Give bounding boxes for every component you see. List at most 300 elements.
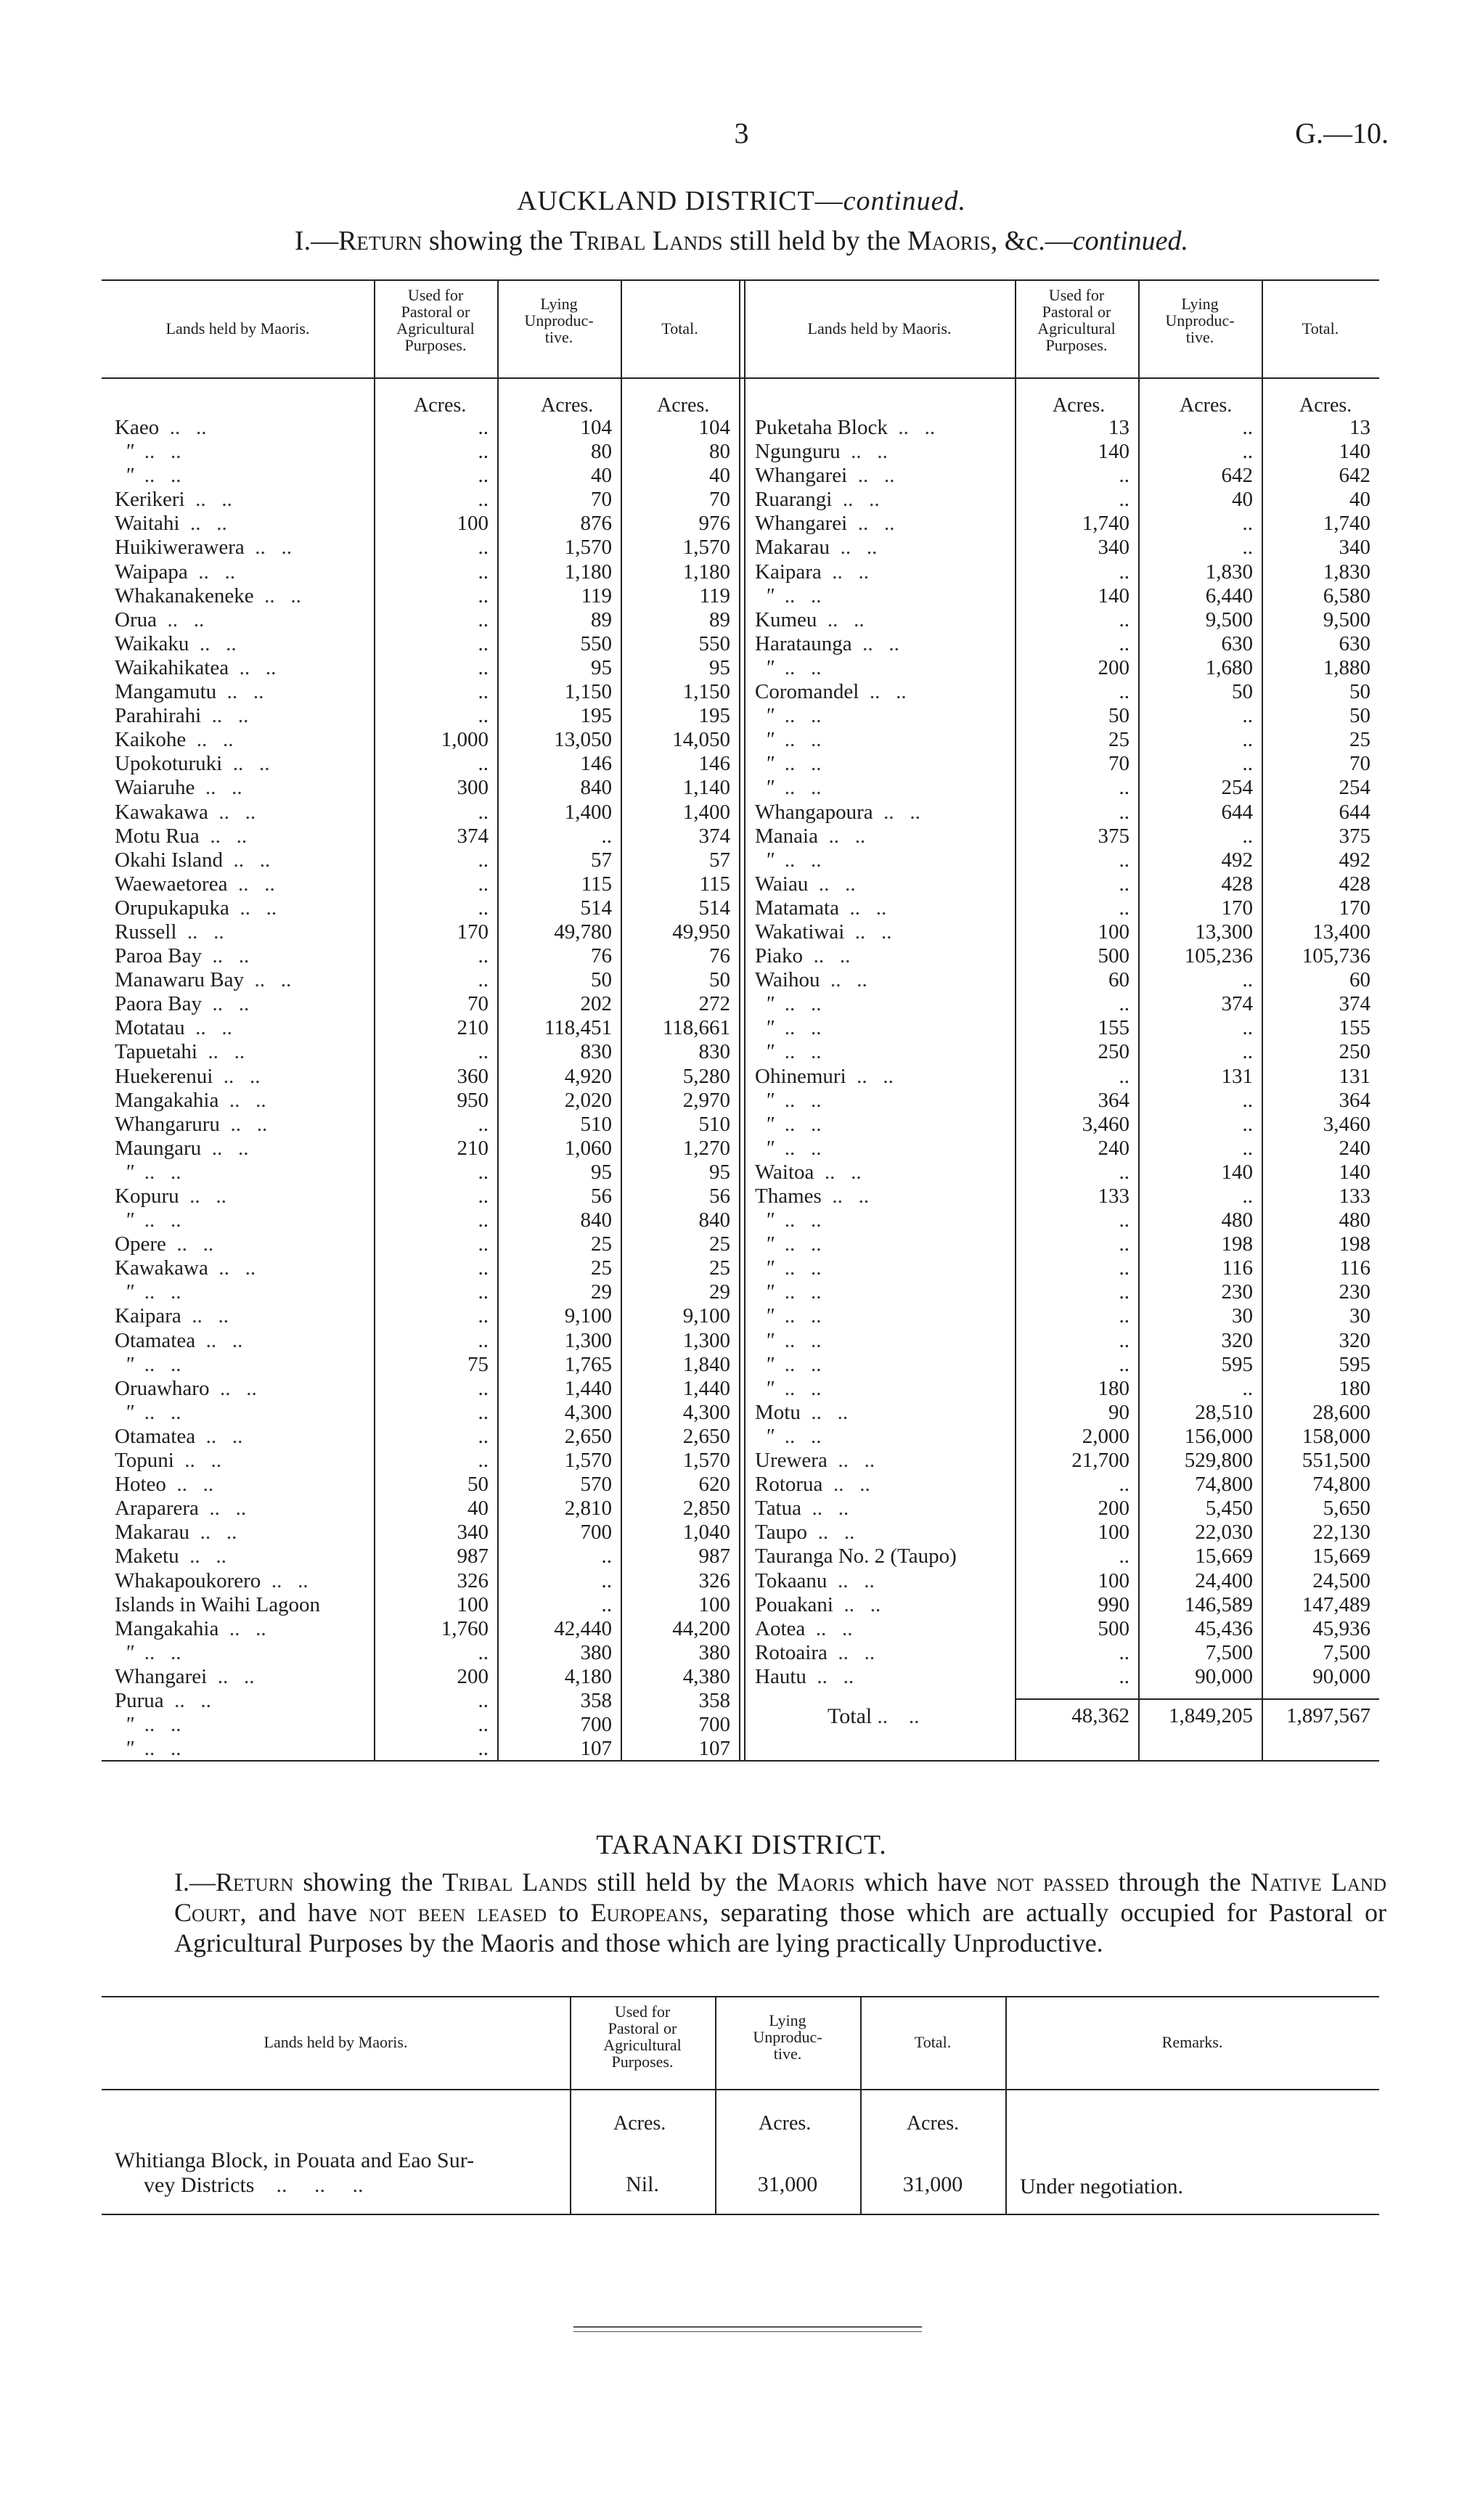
land-name-cell [755, 416, 1015, 440]
total-total: 1,897,567 [1286, 1704, 1370, 1727]
header-used-line: Purposes. [1045, 336, 1108, 354]
land-name-cell [755, 1304, 1015, 1328]
land-name-cell [115, 872, 374, 896]
land-name: " [765, 1256, 775, 1280]
acreage-cell: 340 [457, 1521, 489, 1545]
acreage-cell: .. [1119, 1280, 1129, 1304]
acreage-cell: 90,000 [1195, 1664, 1253, 1688]
leader-dots: .. .. [774, 1016, 822, 1040]
acreage-cell: 104 [580, 416, 612, 439]
land-name: Whakanakeneke [115, 584, 254, 608]
acreage-cell: 3,460 [1082, 1112, 1129, 1136]
acreage-cell: 642 [1221, 464, 1253, 488]
acreage-cell: 28,600 [1312, 1400, 1370, 1424]
auckland-return-subtitle [0, 225, 1483, 257]
acreage-cell: 326 [457, 1568, 489, 1592]
land-name-cell [115, 632, 374, 656]
acreage-cell: 700 [580, 1713, 612, 1737]
land-name-cell [115, 1713, 374, 1737]
land-name: Araparera [115, 1497, 199, 1521]
land-name: Mangamutu [115, 680, 217, 704]
acreage-cell: 1,150 [682, 680, 730, 704]
land-name-cell [115, 464, 374, 488]
para-europeans: Europeans [590, 1898, 703, 1927]
land-name-cell [755, 680, 1015, 704]
acreage-cell: 44,200 [672, 1616, 730, 1640]
acreage-cell: .. [1242, 824, 1253, 848]
leader-dots: .. .. [261, 1568, 309, 1592]
acreage-cell: 500 [1098, 944, 1129, 968]
leader-dots: .. .. [243, 968, 292, 992]
units-total-left: Acres. [657, 394, 710, 417]
land-name-cell [755, 1641, 1015, 1665]
land-name-cell [115, 1617, 374, 1641]
acreage-cell: 76 [591, 944, 612, 968]
para-part: , separating those which are actually occupied for Pastoral or Agricultural Purposes by the Maoris and those which are lying practically Unproductive. [174, 1898, 1386, 1958]
para-return: Return [216, 1868, 294, 1897]
land-name: Matamata [755, 896, 839, 920]
acreage-cell: 840 [580, 1208, 612, 1232]
acreage-cell: 700 [698, 1713, 730, 1737]
leader-dots: .. .. [822, 1473, 870, 1497]
land-name-cell [115, 728, 374, 752]
land-name: " [765, 1112, 775, 1136]
taranaki-lands-table [102, 1996, 1379, 2198]
acreage-cell: 380 [698, 1640, 730, 1664]
land-name: Paroa Bay [115, 944, 202, 968]
acreage-cell: 155 [1339, 1016, 1370, 1040]
leader-dots: .. .. [159, 416, 207, 439]
leader-dots: .. .. [827, 1640, 875, 1664]
acreage-cell: 358 [698, 1688, 730, 1712]
acreage-cell: 13,400 [1312, 920, 1370, 944]
land-name: Mangakahia [115, 1088, 219, 1112]
land-name-cell [755, 968, 1015, 992]
acreage-cell: .. [478, 704, 489, 728]
acreage-cell: 250 [1339, 1040, 1370, 1064]
acreage-cell: 40 [467, 1497, 489, 1521]
acreage-cell: .. [1119, 848, 1129, 872]
acreage-cell: 4,300 [564, 1400, 612, 1424]
land-name-cell [755, 752, 1015, 776]
page-number: 3 [734, 117, 749, 150]
acreage-cell: 320 [1339, 1328, 1370, 1352]
land-name-cell [755, 1569, 1015, 1593]
land-name-text: vey Districts [144, 2173, 255, 2197]
subtitle-tribal-lands: Tribal Lands [570, 226, 723, 256]
para-part: to [547, 1898, 591, 1927]
land-name-cell [115, 1089, 374, 1113]
acreage-cell: .. [1242, 1136, 1253, 1160]
acreage-cell: .. [1119, 631, 1129, 655]
acreage-cell: .. [478, 1256, 489, 1280]
land-name: Waiaruhe [115, 776, 195, 800]
leader-dots: .. .. [821, 1185, 870, 1208]
acreage-cell: 644 [1339, 800, 1370, 824]
land-name: Rotorua [755, 1473, 823, 1497]
land-name-cell [755, 801, 1015, 825]
acreage-cell: 25 [709, 1256, 730, 1280]
leader-dots: .. .. [774, 776, 822, 800]
acreage-cell: 13,050 [554, 728, 612, 752]
auckland-lands-table [102, 279, 1379, 1760]
land-name-line [115, 2173, 474, 2198]
land-name: Topuni [115, 1449, 174, 1473]
leader-dots: .. .. [209, 1376, 257, 1400]
land-name: " [765, 1376, 775, 1400]
land-name: " [765, 1088, 775, 1112]
land-name: Kawakawa [115, 800, 208, 824]
acreage-cell: 50 [1108, 704, 1129, 728]
acreage-cell: .. [1242, 704, 1253, 728]
land-name-cell [755, 896, 1015, 920]
acreage-cell: .. [1119, 1473, 1129, 1497]
acreage-cell: 1,300 [564, 1328, 612, 1352]
leader-dots: .. .. [179, 1545, 226, 1568]
leader-dots: .. .. [197, 1040, 245, 1064]
header-lying-line: tive. [1185, 328, 1214, 346]
acreage-cell: 630 [1221, 631, 1253, 655]
subtitle-continued: continued. [1072, 226, 1189, 256]
acreage-cell: 1,880 [1323, 655, 1370, 679]
acreage-cell: 1,400 [682, 800, 730, 824]
land-name: Kaikohe [115, 728, 187, 752]
leader-dots: .. .. [207, 1664, 255, 1688]
acreage-cell: 2,810 [564, 1497, 612, 1521]
acreage-cell: 990 [1098, 1592, 1129, 1616]
leader-dots: .. .. [774, 1328, 822, 1352]
acreage-cell: .. [478, 1328, 489, 1352]
acreage-cell: 200 [1098, 1497, 1129, 1521]
acreage-cell: 13,300 [1195, 920, 1253, 944]
left-used-values [374, 416, 497, 1761]
acreage-cell: 95 [591, 655, 612, 679]
leader-dots: .. .. [774, 1208, 822, 1232]
table-bottom-rule [102, 2214, 1379, 2215]
leader-dots: .. .. [840, 440, 888, 464]
acreage-cell: .. [601, 824, 612, 848]
acreage-cell: 107 [580, 1737, 612, 1761]
acreage-cell: .. [478, 680, 489, 704]
acreage-cell: 230 [1339, 1280, 1370, 1304]
header-used-line: Used for [407, 286, 464, 304]
land-name-cell [115, 801, 374, 825]
land-name: Tokaanu [755, 1568, 828, 1592]
land-name: Waihou [755, 968, 820, 992]
acreage-cell: 340 [1098, 536, 1129, 560]
acreage-cell: 428 [1221, 872, 1253, 896]
leader-dots: .. .. [803, 944, 851, 968]
subtitle-showing: showing the [422, 226, 571, 256]
acreage-cell: .. [1242, 1376, 1253, 1400]
land-name: Makarau [755, 536, 830, 560]
leader-dots: .. .. [202, 992, 250, 1016]
acreage-cell: .. [478, 896, 489, 920]
acreage-cell: 49,950 [672, 920, 730, 944]
table-header-rule [102, 2089, 1379, 2090]
land-name-cell [115, 1161, 374, 1185]
acreage-cell: 116 [1339, 1256, 1370, 1280]
land-name-cell [115, 1449, 374, 1473]
land-name: Makarau [115, 1521, 190, 1545]
acreage-cell: 3,460 [1323, 1112, 1370, 1136]
acreage-cell: 158,000 [1302, 1424, 1370, 1448]
land-name-cell [755, 464, 1015, 488]
right-land-names [755, 416, 1015, 1689]
land-name-cell [755, 1617, 1015, 1641]
acreage-cell: 200 [1098, 655, 1129, 679]
land-name-cell [755, 656, 1015, 680]
land-name: Whangapoura [755, 800, 873, 824]
acreage-cell: 2,650 [564, 1424, 612, 1448]
acreage-cell: 180 [1098, 1376, 1129, 1400]
leader-dots: .. .. [244, 536, 292, 560]
acreage-cell: 146 [580, 752, 612, 776]
leader-dots: .. .. [195, 776, 242, 800]
acreage-cell: 170 [1221, 896, 1253, 920]
leader-dots: .. .. .. [254, 2173, 364, 2197]
land-name-cell [755, 1329, 1015, 1353]
acreage-cell: .. [478, 655, 489, 679]
land-name-cell [115, 1185, 374, 1208]
acreage-cell: 105,736 [1302, 944, 1370, 968]
acreage-cell: 100 [1098, 1521, 1129, 1545]
acreage-cell: .. [1119, 1208, 1129, 1232]
acreage-cell: 195 [698, 704, 730, 728]
acreage-cell: 89 [709, 608, 730, 631]
acreage-cell: 320 [1221, 1328, 1253, 1352]
acreage-cell: 50 [1349, 680, 1370, 704]
header-lying-line: Unproduc- [524, 311, 594, 330]
acreage-cell: .. [1119, 680, 1129, 704]
acreage-cell: 1,270 [682, 1136, 730, 1160]
land-name: " [765, 1424, 775, 1448]
acreage-cell: 42,440 [554, 1616, 612, 1640]
left-lying-values [497, 416, 621, 1761]
leader-dots: .. .. [134, 1352, 181, 1376]
land-name-cell [115, 1593, 374, 1617]
land-name: Oruawharo [115, 1376, 210, 1400]
land-name-cell [115, 1016, 374, 1040]
acreage-cell: 45,436 [1195, 1616, 1253, 1640]
land-name: Harataunga [755, 631, 852, 655]
leader-dots: .. .. [134, 464, 181, 488]
land-name: " [765, 1328, 775, 1352]
acreage-cell: 1,180 [682, 560, 730, 584]
leader-dots: .. .. [195, 1424, 243, 1448]
leader-dots: .. .. [774, 1136, 822, 1160]
acreage-cell: 198 [1221, 1232, 1253, 1256]
acreage-cell: 119 [581, 584, 612, 608]
land-name-cell [115, 1689, 374, 1713]
acreage-cell: 40 [1232, 488, 1253, 512]
acreage-cell: 480 [1339, 1208, 1370, 1232]
land-name: Whangarei [755, 464, 848, 488]
land-name-cell [115, 1641, 374, 1665]
leader-dots: .. .. [844, 920, 892, 944]
land-name-cell [115, 1737, 374, 1761]
header-used-line: Used for [1048, 286, 1105, 304]
acreage-cell: 620 [698, 1473, 730, 1497]
land-name-line: Whitianga Block, in Pouata and Eao Sur- [115, 2148, 475, 2172]
acreage-cell: 25 [1108, 728, 1129, 752]
leader-dots: .. .. [774, 1280, 822, 1304]
leader-dots: .. .. [774, 1352, 822, 1376]
acreage-cell: 115 [699, 872, 730, 896]
acreage-cell: 140 [1221, 1160, 1253, 1184]
acreage-cell: .. [1242, 416, 1253, 439]
land-name-cell [115, 968, 374, 992]
closing-rule [573, 2326, 922, 2328]
land-name: Kaipara [115, 1304, 181, 1328]
header-used-right [1015, 287, 1138, 353]
header-lands-left: Lands held by Maoris. [166, 319, 310, 338]
acreage-cell: 480 [1221, 1208, 1253, 1232]
land-name-cell [115, 1521, 374, 1545]
header-used-line: Pastoral or [401, 303, 470, 321]
land-name: Kopuru [115, 1185, 179, 1208]
acreage-cell: 50 [591, 968, 612, 992]
acreage-cell: 146 [698, 752, 730, 776]
acreage-cell: 364 [1339, 1088, 1370, 1112]
acreage-cell: 374 [1221, 992, 1253, 1016]
header-lying-right [1138, 295, 1262, 345]
leader-dots: .. .. [774, 1040, 822, 1064]
acreage-cell: .. [1242, 440, 1253, 464]
land-name-cell [115, 1113, 374, 1137]
header-lying-line: tive. [773, 2045, 802, 2063]
acreage-cell: 595 [1339, 1352, 1370, 1376]
acreage-cell: 24,500 [1312, 1568, 1370, 1592]
acreage-cell: 595 [1221, 1352, 1253, 1376]
acreage-cell: 195 [580, 704, 612, 728]
units-total-right: Acres. [1299, 394, 1352, 417]
acreage-cell: 40 [709, 464, 730, 488]
acreage-cell: 2,020 [564, 1088, 612, 1112]
acreage-cell: 1,570 [682, 1449, 730, 1473]
acreage-cell: 5,280 [682, 1064, 730, 1088]
land-name-cell [755, 1545, 1015, 1568]
header-total-left: Total. [661, 319, 698, 338]
acreage-cell: .. [478, 416, 489, 439]
acreage-cell: 100 [457, 1592, 489, 1616]
land-name-cell [755, 1665, 1015, 1689]
leader-dots: .. .. [219, 1112, 268, 1136]
acreage-cell: 1,830 [1205, 560, 1253, 584]
taranaki-header-total: Total. [914, 2033, 952, 2051]
leader-dots: .. .. [199, 824, 248, 848]
acreage-cell: 60 [1349, 968, 1370, 992]
land-name-cell [115, 656, 374, 680]
land-name: Purua [115, 1688, 164, 1712]
acreage-cell: 155 [1098, 1016, 1129, 1040]
land-name-cell [115, 1401, 374, 1425]
acreage-cell: 240 [1098, 1136, 1129, 1160]
acreage-cell: 1,680 [1205, 655, 1253, 679]
land-name-cell [115, 752, 374, 776]
land-name-cell [755, 872, 1015, 896]
acreage-cell: 374 [1339, 992, 1370, 1016]
leader-dots: .. .. [179, 512, 227, 536]
leader-dots: .. .. [774, 704, 822, 728]
land-name: " [765, 1136, 775, 1160]
land-name-cell [755, 1280, 1015, 1304]
acreage-cell: 1,060 [564, 1136, 612, 1160]
land-name-cell [115, 512, 374, 536]
leader-dots: .. .. [134, 1160, 181, 1184]
header-lying-line: Unproduc- [1165, 311, 1235, 330]
acreage-cell: 13 [1108, 416, 1129, 439]
land-name: Parahirahi [115, 704, 202, 728]
acreage-cell: 254 [1339, 776, 1370, 800]
land-name-cell [755, 1377, 1015, 1401]
acreage-cell: 146,589 [1184, 1592, 1253, 1616]
land-name: Kumeu [755, 608, 817, 631]
land-name: Puketaha Block [755, 416, 888, 439]
land-name-cell [755, 1185, 1015, 1208]
acreage-cell: 510 [698, 1112, 730, 1136]
leader-dots: .. .. [253, 584, 301, 608]
leader-dots: .. .. [814, 1160, 862, 1184]
acreage-cell: 1,040 [682, 1521, 730, 1545]
land-name-cell [755, 608, 1015, 632]
acreage-cell: 95 [709, 655, 730, 679]
land-name: " [765, 704, 775, 728]
subtitle-held: still held by the [722, 226, 907, 256]
land-name-cell [755, 825, 1015, 848]
acreage-cell: 374 [457, 824, 489, 848]
land-name-cell [115, 1497, 374, 1521]
acreage-cell: 25 [709, 1232, 730, 1256]
land-name: " [125, 440, 134, 464]
land-name-cell [755, 584, 1015, 608]
acreage-cell: 1,440 [682, 1376, 730, 1400]
land-name: Hautu [755, 1664, 806, 1688]
acreage-cell: 100 [1098, 1568, 1129, 1592]
land-name: " [125, 1400, 134, 1424]
subtitle-prefix: I.— [294, 226, 339, 256]
leader-dots: .. .. [774, 992, 822, 1016]
acreage-cell: 7,500 [1205, 1640, 1253, 1664]
acreage-cell: 210 [457, 1136, 489, 1160]
acreage-cell: 240 [1339, 1136, 1370, 1160]
acreage-cell: 50 [1349, 704, 1370, 728]
land-name: Otamatea [115, 1424, 196, 1448]
acreage-cell: 180 [1339, 1376, 1370, 1400]
land-name: " [765, 992, 775, 1016]
acreage-cell: 100 [457, 512, 489, 536]
district-title-text: AUCKLAND DISTRICT— [516, 186, 843, 216]
acreage-cell: 4,920 [564, 1064, 612, 1088]
land-name: Ruarangi [755, 488, 833, 512]
acreage-cell: 254 [1221, 776, 1253, 800]
land-name-cell [115, 1256, 374, 1280]
land-name: Pouakani [755, 1592, 833, 1616]
acreage-cell: 140 [1339, 1160, 1370, 1184]
total-lying: 1,849,205 [1169, 1704, 1253, 1727]
leader-dots: .. .. [872, 1705, 920, 1728]
acreage-cell: 840 [580, 776, 612, 800]
taranaki-return-description [174, 1867, 1386, 1958]
leader-dots: .. .. [851, 631, 899, 655]
acreage-cell: .. [478, 1737, 489, 1761]
acreage-cell: .. [478, 872, 489, 896]
leader-dots: .. .. [134, 1280, 181, 1304]
acreage-cell: 1,140 [682, 776, 730, 800]
para-not-leased: not been leased [369, 1898, 547, 1927]
leader-dots: .. .. [832, 488, 880, 512]
land-name: " [765, 1352, 775, 1376]
